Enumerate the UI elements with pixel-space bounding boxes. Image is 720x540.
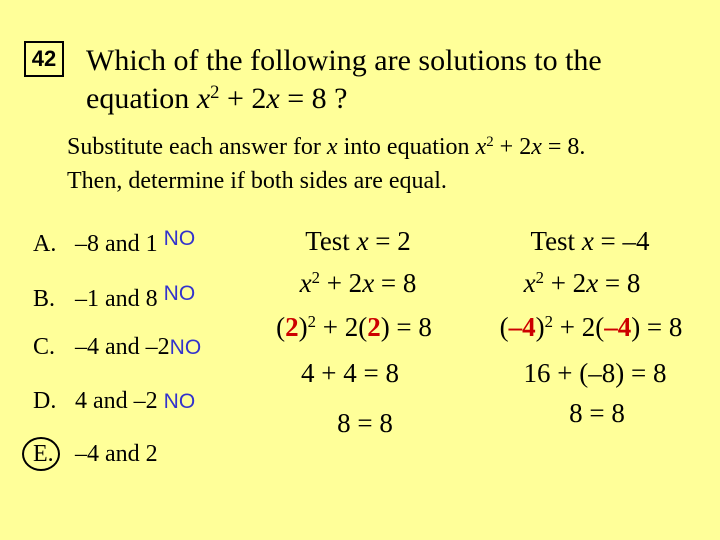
answer-circle-mark (22, 437, 60, 471)
option-text: –8 and 1 (75, 231, 158, 257)
test-step-sum: 4 + 4 = 8 (301, 358, 399, 388)
instruction-line-1: Substitute each answer for x into equation $x^2 + 2x = 8$. (67, 133, 586, 160)
option-text: –4 and –2 (75, 334, 170, 360)
option-letter: E. (33, 441, 54, 467)
test-equation: $x^2 + 2x = 8$ (299, 267, 417, 298)
option-a (33, 225, 195, 258)
test-heading: Test x = 2 (305, 226, 411, 256)
option-letter: B. (33, 286, 56, 312)
test-substitution: $(2)^2 + 2(2) = 8$ (276, 311, 432, 342)
instruction-line-2: Then, determine if both sides are equal. (67, 168, 447, 194)
verdict-label: NO (169, 336, 202, 359)
verdict-label: NO (163, 227, 196, 250)
question-line-1: Which of the following are solutions to the (86, 44, 602, 77)
option-text: 4 and –2 (75, 388, 158, 414)
test-heading: Test x = –4 (530, 226, 650, 256)
option-letter: C. (33, 334, 56, 360)
test-step-result: 8 = 8 (569, 398, 625, 428)
option-d (33, 387, 195, 416)
option-c (33, 333, 201, 362)
test-substitution: $(-4)^2 + 2(-4) = 8$ (499, 311, 683, 342)
option-text: –4 and 2 (75, 441, 158, 467)
option-letter: D. (33, 388, 57, 414)
option-letter: A. (33, 231, 57, 257)
option-text: –1 and 8 (75, 286, 158, 312)
verdict-label: NO (163, 282, 196, 305)
question-line-2: equation $x^2 + 2x = 8$ ? (86, 81, 348, 115)
test-equation: $x^2 + 2x = 8$ (523, 267, 641, 298)
test-step-result: 8 = 8 (337, 408, 393, 438)
test-step-sum: 16 + (–8) = 8 (523, 358, 667, 388)
option-b (33, 280, 195, 313)
verdict-label: NO (163, 390, 196, 413)
problem-number-badge: 42 (24, 41, 64, 77)
